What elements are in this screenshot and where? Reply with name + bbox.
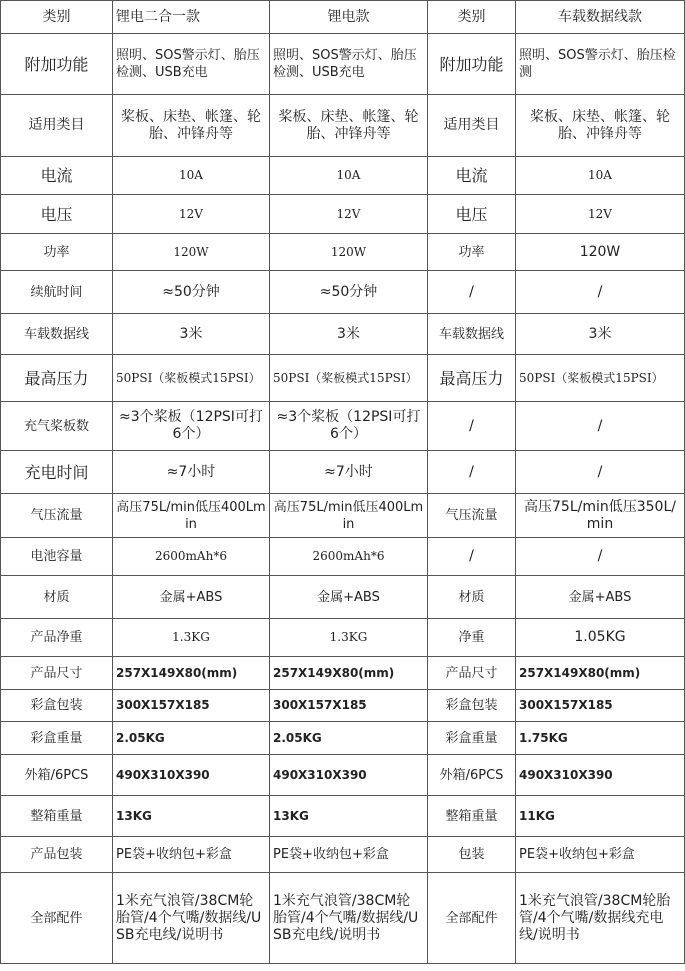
cell: 桨板、床垫、帐篷、轮胎、冲锋舟等 [516, 95, 685, 157]
cell: 2600mAh*6 [270, 538, 428, 576]
label: 功率 [428, 234, 516, 271]
row-max-pressure [1, 355, 685, 402]
row-power [1, 234, 685, 271]
cell: 桨板、床垫、帐篷、轮胎、冲锋舟等 [270, 95, 428, 157]
label: 适用类目 [428, 95, 516, 157]
label: 外箱/6PCS [1, 755, 113, 796]
label: 最高压力 [1, 355, 113, 402]
cell: 3米 [113, 314, 270, 355]
cell: 照明、SOS警示灯、胎压检测、USB充电 [113, 34, 270, 95]
label: 附加功能 [428, 34, 516, 95]
label: 外箱/6PCS [428, 755, 516, 796]
header-category-2: 类别 [428, 1, 516, 34]
row-current [1, 157, 685, 195]
label: 续航时间 [1, 271, 113, 314]
cell: PE袋+收纳包+彩盒 [270, 837, 428, 873]
cell: / [428, 451, 516, 494]
row-carton-weight [1, 796, 685, 837]
cell: 1米充气浪管/38CM轮胎管/4个气嘴/数据线/USB充电线/说明书 [113, 873, 270, 964]
cell: 1.05KG [516, 619, 685, 657]
cell: 120W [516, 234, 685, 271]
cell: / [428, 271, 516, 314]
row-paddleboards [1, 402, 685, 451]
cell: 120W [270, 234, 428, 271]
row-battery [1, 538, 685, 576]
label: 车载数据线 [1, 314, 113, 355]
row-charge-time [1, 451, 685, 494]
cell: 高压75L/min低压350L/min [516, 494, 685, 538]
cell: PE袋+收纳包+彩盒 [113, 837, 270, 873]
label: 电池容量 [1, 538, 113, 576]
cell: 1米充气浪管/38CM轮胎管/4个气嘴/数据线充电线/说明书 [516, 873, 685, 964]
label: 彩盒重量 [428, 722, 516, 755]
cell: ≈50分钟 [270, 271, 428, 314]
cell: 1米充气浪管/38CM轮胎管/4个气嘴/数据线/USB充电线/说明书 [270, 873, 428, 964]
label: 电压 [1, 195, 113, 234]
cell: 金属+ABS [270, 576, 428, 619]
row-runtime [1, 271, 685, 314]
cell: 3米 [270, 314, 428, 355]
label: 电压 [428, 195, 516, 234]
label: 产品净重 [1, 619, 113, 657]
label: 最高压力 [428, 355, 516, 402]
label: 整箱重量 [1, 796, 113, 837]
label: 功率 [1, 234, 113, 271]
cell: ≈7小时 [270, 451, 428, 494]
label: 产品尺寸 [1, 657, 113, 690]
row-extra-features [1, 34, 685, 95]
cell: / [516, 271, 685, 314]
cell: 12V [516, 195, 685, 234]
row-airflow [1, 494, 685, 538]
label: 包装 [428, 837, 516, 873]
cell: 120W [113, 234, 270, 271]
label: 车载数据线 [428, 314, 516, 355]
cell: PE袋+收纳包+彩盒 [516, 837, 685, 873]
cell: 13KG [113, 796, 270, 837]
cell: 照明、SOS警示灯、胎压检测 [516, 34, 685, 95]
cell: 金属+ABS [516, 576, 685, 619]
cell: 490X310X390 [113, 755, 270, 796]
row-material [1, 576, 685, 619]
label: 彩盒包装 [428, 690, 516, 722]
cell: 11KG [516, 796, 685, 837]
cell: 10A [516, 157, 685, 195]
row-box-weight [1, 722, 685, 755]
cell: 50PSI（桨板模式15PSI） [516, 355, 685, 402]
row-car-cable [1, 314, 685, 355]
label: 电流 [1, 157, 113, 195]
label: 产品包装 [1, 837, 113, 873]
row-packaging [1, 837, 685, 873]
cell: ≈50分钟 [113, 271, 270, 314]
cell: 照明、SOS警示灯、胎压检测、USB充电 [270, 34, 428, 95]
cell: 12V [270, 195, 428, 234]
cell: 1.3KG [270, 619, 428, 657]
cell: 50PSI（桨板模式15PSI） [270, 355, 428, 402]
cell: 10A [113, 157, 270, 195]
row-product-size [1, 657, 685, 690]
cell: / [428, 402, 516, 451]
cell: 2600mAh*6 [113, 538, 270, 576]
label: 净重 [428, 619, 516, 657]
label: 材质 [1, 576, 113, 619]
label: 材质 [428, 576, 516, 619]
cell: 金属+ABS [113, 576, 270, 619]
label: 全部配件 [428, 873, 516, 964]
header-category: 类别 [1, 1, 113, 34]
label: 产品尺寸 [428, 657, 516, 690]
cell: 高压75L/min低压400Lmin [270, 494, 428, 538]
header-li-2in1: 锂电二合一款 [113, 1, 270, 34]
header-li: 锂电款 [270, 1, 428, 34]
cell: ≈3个桨板（12PSI可打6个） [113, 402, 270, 451]
cell: 12V [113, 195, 270, 234]
cell: 1.75KG [516, 722, 685, 755]
cell: 300X157X185 [516, 690, 685, 722]
label: 整箱重量 [428, 796, 516, 837]
cell: 3米 [516, 314, 685, 355]
label: 充电时间 [1, 451, 113, 494]
label: 充气桨板数 [1, 402, 113, 451]
label: 彩盒重量 [1, 722, 113, 755]
label: 附加功能 [1, 34, 113, 95]
cell: 1.3KG [113, 619, 270, 657]
cell: / [516, 538, 685, 576]
label: 电流 [428, 157, 516, 195]
cell: 300X157X185 [270, 690, 428, 722]
cell: 2.05KG [113, 722, 270, 755]
header-car-cable: 车载数据线款 [516, 1, 685, 34]
row-box-size [1, 690, 685, 722]
cell: ≈7小时 [113, 451, 270, 494]
label: 适用类目 [1, 95, 113, 157]
row-applicable [1, 95, 685, 157]
cell: 50PSI（桨板模式15PSI） [113, 355, 270, 402]
cell: 257X149X80(mm) [270, 657, 428, 690]
cell: 10A [270, 157, 428, 195]
row-voltage [1, 195, 685, 234]
cell: 257X149X80(mm) [113, 657, 270, 690]
header-row [1, 1, 685, 34]
row-net-weight [1, 619, 685, 657]
cell: 300X157X185 [113, 690, 270, 722]
row-carton [1, 755, 685, 796]
cell: 桨板、床垫、帐篷、轮胎、冲锋舟等 [113, 95, 270, 157]
label: 彩盒包装 [1, 690, 113, 722]
cell: 490X310X390 [270, 755, 428, 796]
label: 气压流量 [1, 494, 113, 538]
cell: 490X310X390 [516, 755, 685, 796]
row-accessories [1, 873, 685, 964]
cell: 2.05KG [270, 722, 428, 755]
cell: / [516, 402, 685, 451]
cell: 高压75L/min低压400Lmin [113, 494, 270, 538]
cell: / [428, 538, 516, 576]
label: 全部配件 [1, 873, 113, 964]
label: 气压流量 [428, 494, 516, 538]
cell: 257X149X80(mm) [516, 657, 685, 690]
cell: ≈3个桨板（12PSI可打6个） [270, 402, 428, 451]
cell: / [516, 451, 685, 494]
cell: 13KG [270, 796, 428, 837]
